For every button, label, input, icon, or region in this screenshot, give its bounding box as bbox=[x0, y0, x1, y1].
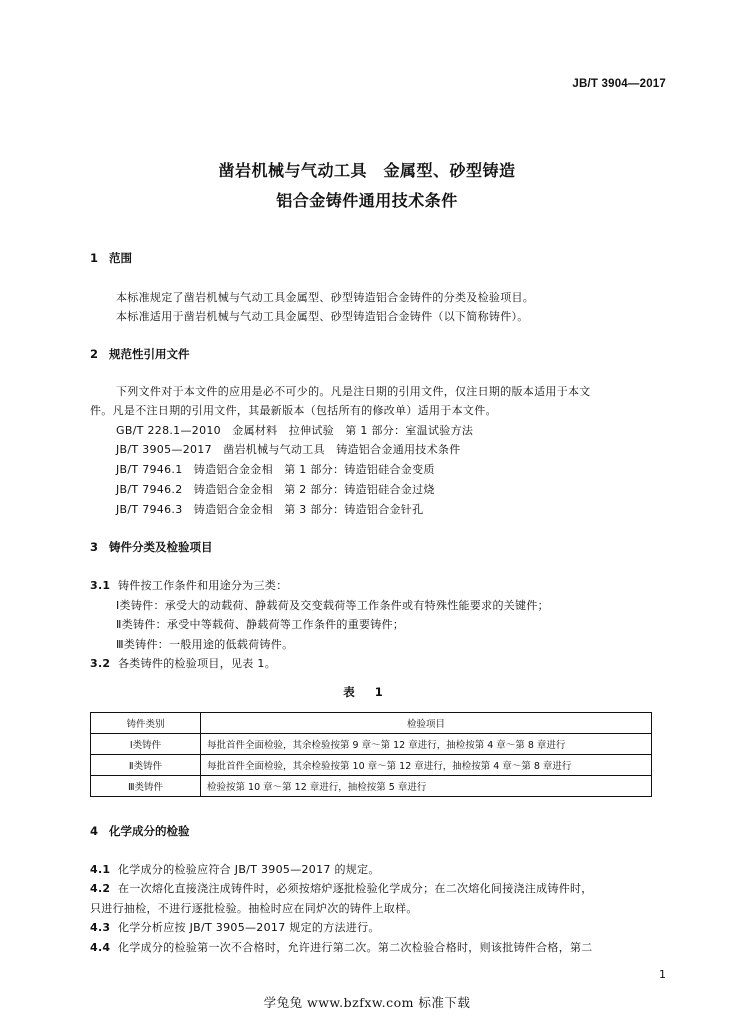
table-header-cell: 铸件类别 bbox=[91, 713, 201, 734]
table-row bbox=[91, 734, 652, 755]
section-2-heading bbox=[90, 346, 190, 362]
section-4-heading bbox=[90, 823, 190, 839]
section-number: 4 bbox=[90, 824, 99, 838]
reference-item: JB/T 3905—2017 凿岩机械与气动工具 铸造铝合金通用技术条件 bbox=[116, 443, 461, 456]
clause-text: 化学成分的检验第一次不合格时，允许进行第二次。第二次检验合格时，则该批铸件合格，第二 bbox=[118, 941, 593, 954]
table-cell: 检验按第 10 章～第 12 章进行，抽检按第 5 章进行 bbox=[201, 776, 652, 797]
table-header-cell: 检验项目 bbox=[201, 713, 652, 734]
document-title-line2: 铝合金铸件通用技术条件 bbox=[276, 191, 458, 210]
clause-4-3 bbox=[90, 919, 380, 935]
section-title: 铸件分类及检验项目 bbox=[109, 540, 213, 554]
table-row bbox=[91, 755, 652, 776]
table-cell: 每批首件全面检验，其余检验按第 10 章～第 12 章进行，抽检按第 4 章～第 8 章进行 bbox=[201, 755, 652, 776]
section-title: 范围 bbox=[109, 251, 132, 265]
section-number: 3 bbox=[90, 540, 99, 554]
clause-number: 4.3 bbox=[90, 921, 111, 934]
footer-watermark: 学兔兔 www.bzfxw.com 标准下载 bbox=[263, 995, 471, 1010]
standard-number: JB/T 3904—2017 bbox=[572, 78, 666, 90]
section-3-heading bbox=[90, 539, 213, 555]
paragraph-line: 本标准适用于凿岩机械与气动工具金属型、砂型铸造铝合金铸件（以下简称铸件）。 bbox=[116, 310, 529, 323]
table-cell: 每批首件全面检验，其余检验按第 9 章～第 12 章进行，抽检按第 4 章～第 8 章进行 bbox=[201, 734, 652, 755]
table-cell: Ⅰ类铸件 bbox=[91, 734, 201, 755]
clause-text: 各类铸件的检验项目，见表 1。 bbox=[118, 657, 276, 670]
clause-number: 4.1 bbox=[90, 863, 111, 876]
section-1-heading bbox=[90, 250, 132, 266]
clause-number: 4.2 bbox=[90, 882, 111, 895]
table-cell: Ⅱ类铸件 bbox=[91, 755, 201, 776]
clause-number: 3.2 bbox=[90, 657, 111, 670]
paragraph-line: 件。凡是不注日期的引用文件，其最新版本（包括所有的修改单）适用于本文件。 bbox=[90, 404, 497, 417]
table-caption: 表 1 bbox=[343, 685, 391, 699]
class-item: Ⅰ类铸件：承受大的动载荷、静载荷及交变载荷等工作条件或有特殊性能要求的关键件； bbox=[116, 599, 549, 612]
class-item: Ⅱ类铸件：承受中等载荷、静载荷等工作条件的重要铸件； bbox=[116, 618, 405, 631]
document-title-line1: 凿岩机械与气动工具 金属型、砂型铸造 bbox=[218, 161, 516, 180]
clause-3-1 bbox=[90, 577, 288, 593]
clause-text: 铸件按工作条件和用途分为三类： bbox=[118, 579, 288, 592]
clause-3-2 bbox=[90, 655, 276, 671]
section-title: 化学成分的检验 bbox=[109, 824, 190, 838]
reference-item: JB/T 7946.2 铸造铝合金金相 第 2 部分：铸造铝硅合金过烧 bbox=[116, 483, 435, 496]
clause-text: 化学成分的检验应符合 JB/T 3905—2017 的规定。 bbox=[118, 863, 380, 876]
page-number: 1 bbox=[659, 968, 666, 981]
reference-item: GB/T 228.1—2010 金属材料 拉伸试验 第 1 部分：室温试验方法 bbox=[116, 424, 474, 437]
paragraph-line: 本标准规定了凿岩机械与气动工具金属型、砂型铸造铝合金铸件的分类及检验项目。 bbox=[116, 291, 535, 304]
table-header-row bbox=[91, 713, 652, 734]
clause-4-4 bbox=[90, 939, 593, 955]
table-row bbox=[91, 776, 652, 797]
section-number: 1 bbox=[90, 251, 99, 265]
reference-item: JB/T 7946.1 铸造铝合金金相 第 1 部分：铸造铝硅合金变质 bbox=[116, 463, 435, 476]
reference-item: JB/T 7946.3 铸造铝合金金相 第 3 部分：铸造铝合金针孔 bbox=[116, 503, 424, 516]
section-number: 2 bbox=[90, 347, 99, 361]
table-cell: Ⅲ类铸件 bbox=[91, 776, 201, 797]
paragraph-line: 下列文件对于本文件的应用是必不可少的。凡是注日期的引用文件，仅注日期的版本适用于本文 bbox=[116, 385, 591, 398]
clause-text: 在一次熔化直接浇注成铸件时，必须按熔炉逐批检验化学成分；在二次熔化间接浇注成铸件时， bbox=[118, 882, 593, 895]
clause-4-2 bbox=[90, 880, 593, 896]
clause-number: 4.4 bbox=[90, 941, 111, 954]
clause-text: 化学分析应按 JB/T 3905—2017 规定的方法进行。 bbox=[118, 921, 380, 934]
class-item: Ⅲ类铸件：一般用途的低载荷铸件。 bbox=[116, 638, 294, 651]
clause-continuation: 只进行抽检，不进行逐批检验。抽检时应在同炉次的铸件上取样。 bbox=[90, 902, 418, 915]
clause-number: 3.1 bbox=[90, 579, 111, 592]
inspection-table bbox=[90, 712, 652, 797]
clause-4-1 bbox=[90, 861, 380, 877]
section-title: 规范性引用文件 bbox=[109, 347, 190, 361]
